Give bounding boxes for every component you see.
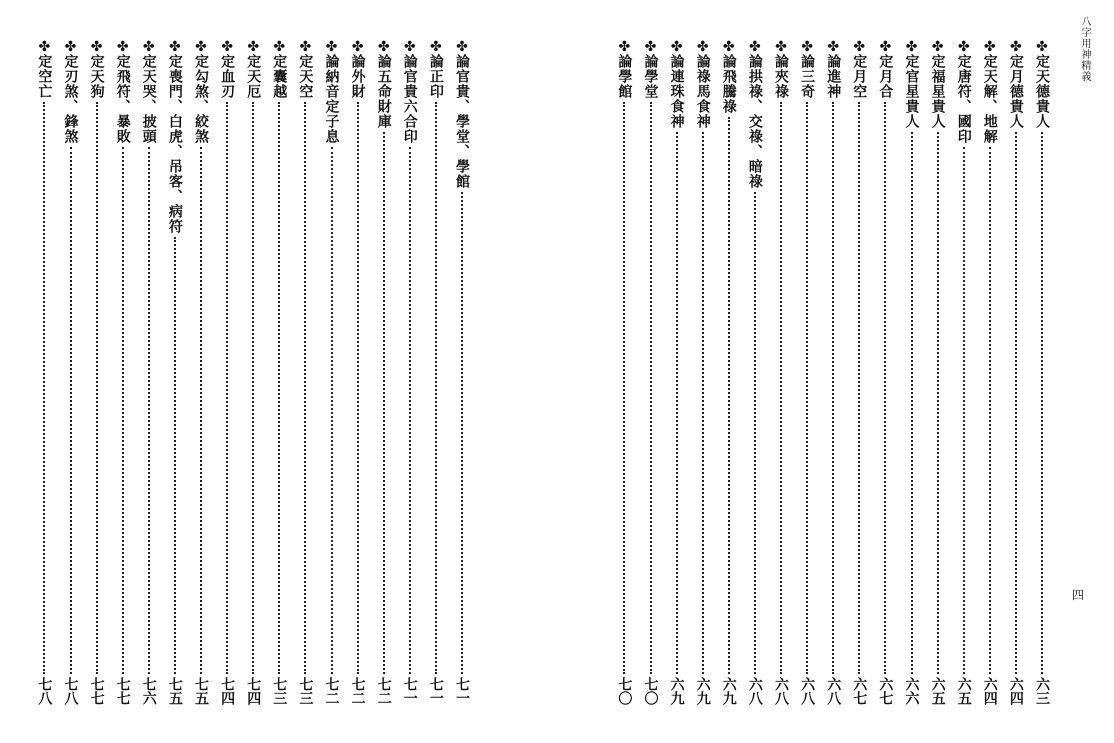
dot-leader [122, 147, 124, 674]
entry-page-number: 七二 [375, 677, 392, 705]
entry-title: 論夾祿 [773, 54, 789, 99]
entry-marker-icon: ✤ [90, 39, 103, 55]
toc-entry [163, 40, 187, 705]
entry-page-number: 六九 [668, 677, 685, 705]
dot-leader [989, 147, 991, 674]
toc-entry [267, 40, 291, 705]
entry-marker-icon: ✤ [644, 39, 657, 55]
dot-leader [728, 117, 730, 674]
entry-marker-icon: ✤ [142, 39, 155, 55]
entry-marker-icon: ✤ [299, 39, 312, 55]
toc-entry [639, 40, 663, 705]
dot-leader [226, 102, 228, 674]
entry-marker-icon: ✤ [879, 39, 892, 55]
toc-entry [743, 40, 767, 705]
entry-title: 論三奇 [799, 54, 816, 99]
entry-marker-icon: ✤ [169, 39, 181, 55]
toc-entry [873, 40, 897, 705]
toc-entry [1004, 40, 1028, 705]
entry-marker-icon: ✤ [827, 39, 840, 55]
entry-marker-icon: ✤ [430, 39, 442, 55]
entry-title: 論正印 [427, 54, 444, 99]
entry-title: 定空亡 [36, 54, 53, 99]
toc-entry [59, 40, 83, 705]
entry-page-number: 六八 [825, 677, 842, 705]
entry-marker-icon: ✤ [221, 39, 233, 55]
toc-entry [189, 40, 213, 705]
entry-marker-icon: ✤ [273, 39, 286, 55]
entry-marker-icon: ✤ [670, 39, 683, 55]
dot-leader [702, 132, 704, 674]
dot-leader [409, 147, 411, 674]
entry-title: 定福星貴人 [929, 54, 946, 129]
entry-page-number: 七四 [245, 677, 262, 705]
toc-entry [137, 40, 161, 705]
toc-entry [691, 40, 715, 705]
toc-entry [111, 40, 135, 705]
entry-page-number: 六七 [877, 677, 894, 705]
entry-title: 論外財 [349, 54, 366, 99]
entry-title: 定月合 [877, 54, 894, 99]
dot-leader [623, 102, 625, 674]
toc-entry [398, 40, 422, 705]
entry-title: 定天厄 [245, 54, 262, 99]
right-page [557, 0, 1114, 743]
toc-entry [32, 40, 56, 705]
dot-leader [357, 102, 359, 674]
entry-page-number: 六四 [981, 677, 998, 705]
entry-title: 論連珠食神 [668, 54, 685, 129]
dot-leader [858, 102, 860, 674]
toc-entry [978, 40, 1002, 705]
toc-entry [847, 40, 871, 705]
entry-page-number: 七二 [323, 677, 340, 705]
entry-marker-icon: ✤ [247, 39, 260, 55]
toc-entry [795, 40, 819, 705]
entry-marker-icon: ✤ [749, 39, 761, 55]
toc-entry [769, 40, 793, 705]
dot-leader [780, 102, 782, 674]
dot-leader [331, 147, 333, 674]
entry-title: 定囊越 [271, 54, 288, 99]
entry-marker-icon: ✤ [456, 39, 468, 55]
entry-page-number: 六九 [694, 677, 711, 705]
entry-marker-icon: ✤ [325, 39, 338, 55]
toc-entry [450, 40, 474, 705]
right-toc-entries [557, 40, 1114, 705]
dot-leader [174, 237, 176, 674]
dot-leader [200, 147, 202, 674]
entry-marker-icon: ✤ [957, 39, 970, 55]
toc-entry [612, 40, 636, 705]
entry-title: 定天狗 [88, 54, 105, 99]
entry-page-number: 七三 [271, 677, 288, 705]
entry-page-number: 七七 [114, 677, 131, 705]
entry-page-number: 七〇 [642, 677, 659, 705]
entry-page-number: 七三 [297, 677, 314, 705]
toc-entry [241, 40, 265, 705]
dot-leader [754, 192, 756, 674]
left-toc-entries [0, 40, 557, 705]
dot-leader [650, 102, 652, 674]
dot-leader [461, 192, 463, 674]
toc-entry [900, 40, 924, 705]
entry-title: 定天解、地解 [981, 54, 998, 144]
entry-marker-icon: ✤ [905, 39, 918, 55]
dot-leader [70, 147, 72, 674]
dot-leader [832, 102, 834, 674]
entry-title: 定天德貴人 [1034, 54, 1050, 129]
entry-title: 定唐符、國印 [955, 54, 972, 144]
entry-title: 定刃煞、鋒煞 [62, 54, 79, 144]
dot-leader [383, 132, 385, 674]
entry-marker-icon: ✤ [931, 39, 944, 55]
toc-entry [952, 40, 976, 705]
dot-leader [937, 132, 939, 674]
entry-marker-icon: ✤ [1036, 39, 1048, 55]
dot-leader [806, 102, 808, 674]
dot-leader [884, 102, 886, 674]
entry-page-number: 六七 [851, 677, 868, 705]
entry-title: 論官貴、學堂、學館 [454, 54, 470, 189]
running-head: 八字用神精義 [1079, 16, 1090, 82]
dot-leader [252, 102, 254, 674]
entry-marker-icon: ✤ [1010, 39, 1022, 55]
entry-page-number: 七一 [427, 677, 444, 705]
entry-page-number: 七六 [140, 677, 157, 705]
toc-entry [1030, 40, 1054, 705]
entry-page-number: 六三 [1034, 677, 1050, 705]
toc-entry [346, 40, 370, 705]
entry-page-number: 六八 [799, 677, 816, 705]
entry-title: 論進神 [825, 54, 842, 99]
toc-entry [293, 40, 317, 705]
entry-title: 定勾煞、絞煞 [193, 54, 209, 144]
entry-marker-icon: ✤ [403, 39, 416, 55]
entry-page-number: 七七 [88, 677, 105, 705]
toc-entry [821, 40, 845, 705]
toc-entry [85, 40, 109, 705]
entry-title: 論拱祿、交祿、暗祿 [746, 54, 763, 189]
dot-leader [911, 132, 913, 674]
entry-marker-icon: ✤ [618, 39, 631, 55]
entry-page-number: 七八 [62, 677, 79, 705]
entry-title: 論學堂 [642, 54, 659, 99]
entry-page-number: 七一 [401, 677, 418, 705]
entry-page-number: 六五 [929, 677, 946, 705]
toc-entry [717, 40, 741, 705]
entry-title: 定官星貴人 [903, 54, 920, 129]
entry-marker-icon: ✤ [195, 39, 207, 55]
toc-entry [320, 40, 344, 705]
entry-page-number: 七二 [349, 677, 366, 705]
toc-entry [926, 40, 950, 705]
entry-marker-icon: ✤ [377, 39, 390, 55]
entry-page-number: 六八 [773, 677, 789, 705]
toc-entry [372, 40, 396, 705]
dot-leader [676, 132, 678, 674]
toc-entry [215, 40, 239, 705]
entry-title: 論飛騰祿 [720, 54, 737, 114]
entry-page-number: 六五 [955, 677, 972, 705]
toc-entry [424, 40, 448, 705]
entry-title: 論官貴六合印 [401, 54, 418, 144]
entry-title: 論納音定子息 [323, 54, 340, 144]
dot-leader [304, 102, 306, 674]
entry-title: 定血刃 [219, 54, 236, 99]
entry-marker-icon: ✤ [722, 39, 735, 55]
entry-title: 定月德貴人 [1007, 54, 1024, 129]
entry-page-number: 六六 [903, 677, 920, 705]
entry-marker-icon: ✤ [38, 39, 51, 55]
entry-title: 論五命財庫 [375, 54, 392, 129]
entry-page-number: 六八 [746, 677, 763, 705]
entry-page-number: 七八 [36, 677, 53, 705]
dot-leader [43, 102, 45, 674]
entry-title: 定飛符、暴敗 [114, 54, 131, 144]
entry-marker-icon: ✤ [853, 39, 866, 55]
entry-title: 論祿馬食神 [694, 54, 711, 129]
entry-marker-icon: ✤ [983, 39, 996, 55]
entry-page-number: 六九 [720, 677, 737, 705]
entry-marker-icon: ✤ [801, 39, 813, 55]
entry-title: 定天空 [297, 54, 314, 99]
entry-marker-icon: ✤ [64, 39, 77, 55]
entry-marker-icon: ✤ [775, 39, 787, 55]
dot-leader [1041, 132, 1043, 674]
entry-title: 論學館 [616, 54, 633, 99]
entry-page-number: 七四 [219, 677, 236, 705]
dot-leader [1015, 132, 1017, 674]
dot-leader [148, 147, 150, 674]
entry-marker-icon: ✤ [351, 39, 364, 55]
toc-entry [665, 40, 689, 705]
entry-marker-icon: ✤ [116, 39, 129, 55]
entry-marker-icon: ✤ [696, 39, 709, 55]
dot-leader [96, 102, 98, 674]
entry-title: 定喪門、白虎、吊客、病符 [166, 54, 183, 234]
folio-page-number: 四 [1072, 588, 1085, 602]
dot-leader [278, 102, 280, 674]
entry-page-number: 七五 [193, 677, 209, 705]
dot-leader [435, 102, 437, 674]
entry-title: 定天哭、披頭 [140, 54, 157, 144]
entry-title: 定月空 [851, 54, 868, 99]
entry-page-number: 七〇 [616, 677, 633, 705]
dot-leader [963, 147, 965, 674]
entry-page-number: 七一 [454, 677, 470, 705]
entry-page-number: 七五 [166, 677, 183, 705]
entry-page-number: 六四 [1007, 677, 1024, 705]
